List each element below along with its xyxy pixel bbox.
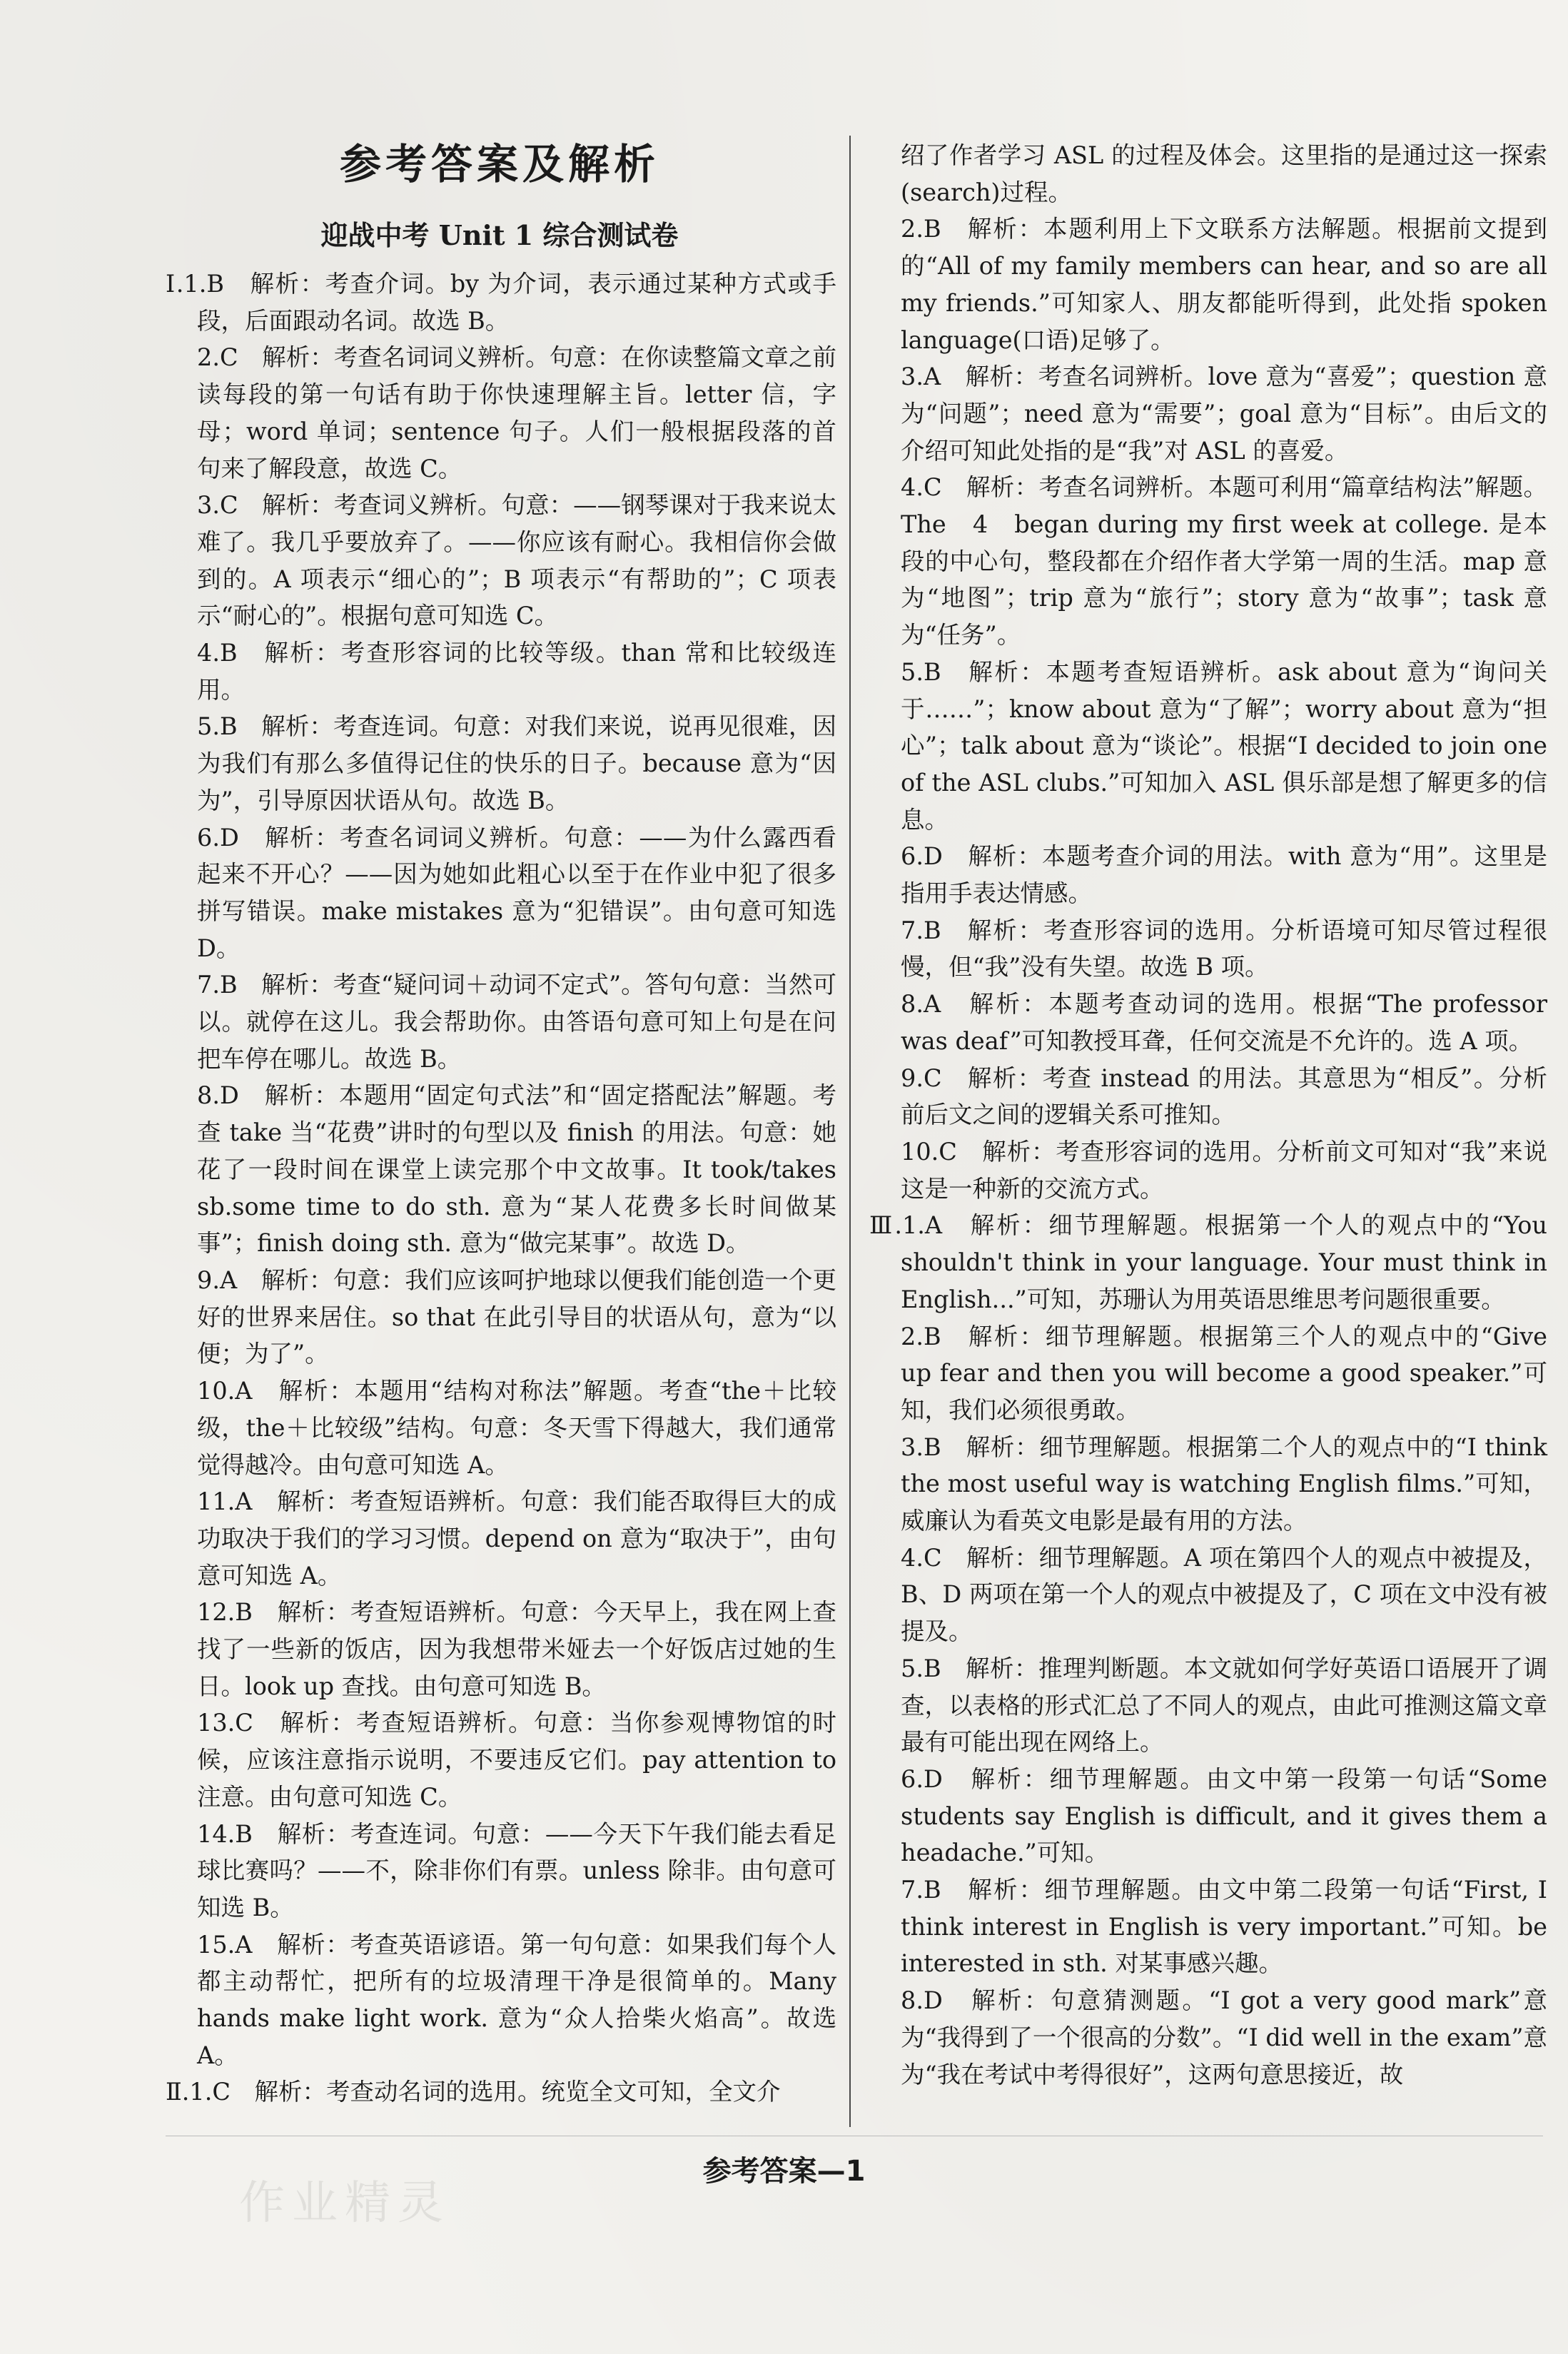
answer-item: 4.B 解析：考查形容词的比较等级。than 常和比较级连用。 — [197, 639, 836, 704]
answer-item: Ⅱ.1.C 解析：考查动名词的选用。统览全文可知，全文介 — [166, 2078, 781, 2106]
answer-item: 2.C 解析：考查名词词义辨析。句意：在你读整篇文章之前读每段的第一句话有助于你快速理解主旨。letter 信，字母；word 单词；sentence 句子。人们一般根据段落的首句来了解段意，故选 C。 — [197, 343, 836, 483]
answer-item: 8.D 解析：句意猜测题。“I got a very good mark”意为“我得到了一个很高的分数”。“I did well in the exam”意为“我在考试中考得很好”，这两句意思接近，故 — [901, 1986, 1547, 2088]
answer-item: 9.A 解析：句意：我们应该呵护地球以便我们能创造一个更好的世界来居住。so that 在此引导目的状语从句，意为“以便；为了”。 — [197, 1266, 836, 1368]
answer-item: 9.C 解析：考查 instead 的用法。其意思为“相反”。分析前后文之间的逻辑关系可推知。 — [901, 1064, 1547, 1129]
answer-item: 4.C 解析：细节理解题。A 项在第四个人的观点中被提及，B、D 两项在第一个人的观点中被提及了，C 项在文中没有被提及。 — [901, 1543, 1547, 1646]
answer-item: 6.D 解析：本题考查介词的用法。with 意为“用”。这里是指用手表达情感。 — [901, 842, 1547, 908]
answer-item: 13.C 解析：考查短语辨析。句意：当你参观博物馆的时候，应该注意指示说明，不要违反它们。pay attention to 注意。由句意可知选 C。 — [197, 1709, 836, 1811]
answer-item: 8.A 解析：本题考查动词的选用。根据“The professor was deaf”可知教授耳聋，任何交流是不允许的。选 A 项。 — [901, 990, 1547, 1055]
answer-item: 2.B 解析：本题利用上下文联系方法解题。根据前文提到的“All of my family members can hear, and so are all my friends.”可知家人、朋友都能听得到，此处指 spoken language(口语)足够了。 — [901, 215, 1547, 354]
answer-item: 3.C 解析：考查词义辨析。句意：——钢琴课对于我来说太难了。我几乎要放弃了。——你应该有耐心。我相信你会做到的。A 项表示“细心的”；B 项表示“有帮助的”；C 项表示“耐心的”。根据句意可知选 C。 — [197, 491, 836, 630]
page-footer: 参考答案—1 — [702, 2155, 866, 2188]
answer-item: 10.C 解析：考查形容词的选用。分析前文可知对“我”来说这是一种新的交流方式。 — [901, 1137, 1547, 1203]
answer-item: 14.B 解析：考查连词。句意：——今天下午我们能去看足球比赛吗？——不，除非你们有票。unless 除非。由句意可知选 B。 — [197, 1819, 836, 1921]
answer-item: 3.B 解析：细节理解题。根据第二个人的观点中的“I think the most useful way is watching English films.”可知，威廉认为看英文电影是最有用的方法。 — [901, 1433, 1547, 1535]
answer-item: 4.C 解析：考查名词辨析。本题可利用“篇章结构法”解题。The 4 began during my first week at college. 是本段的中心句，整段都在介绍作者大学第一周的生活。map 意为“地图”；trip 意为“旅行”；story 意为“故事”；task 意为“任务”。 — [901, 473, 1547, 650]
answer-item: 7.B 解析：考查“疑问词＋动词不定式”。答句句意：当然可以。就停在这儿。我会帮助你。由答语句意可知上句是在问把车停在哪儿。故选 B。 — [197, 971, 836, 1073]
answer-item: 6.D 解析：细节理解题。由文中第一段第一句话“Some students say English is difficult, and it gives them a headache.”可知。 — [901, 1764, 1547, 1867]
answer-item: Ⅰ.1.B 解析：考查介词。by 为介词，表示通过某种方式或手段，后面跟动名词。故选 B。 — [166, 270, 836, 335]
answer-item: 3.A 解析：考查名词辨析。love 意为“喜爱”；question 意为“问题”；need 意为“需要”；goal 意为“目标”。由后文的介绍可知此处指的是“我”对 ASL 的喜爱。 — [901, 363, 1547, 465]
left-column — [166, 266, 836, 2111]
answer-item: 12.B 解析：考查短语辨析。句意：今天早上，我在网上查找了一些新的饭店，因为我想带米娅去一个好饭店过她的生日。look up 查找。由句意可知选 B。 — [197, 1598, 836, 1700]
answer-item: 5.B 解析：本题考查短语辨析。ask about 意为“询问关于……”；know about 意为“了解”；worry about 意为“担心”；talk about 意为“谈论”。根据“I decided to join one of the ASL clubs.”可知加入 ASL 俱乐部是想了解更多的信息。 — [901, 657, 1547, 834]
right-column — [869, 137, 1547, 2093]
page-subtitle: 迎战中考 Unit 1 综合测试卷 — [320, 219, 679, 251]
answer-item: 5.B 解析：考查连词。句意：对我们来说，说再见很难，因为我们有那么多值得记住的快乐的日子。because 意为“因为”，引导原因状语从句。故选 B。 — [197, 712, 836, 814]
answer-item: 5.B 解析：推理判断题。本文就如何学好英语口语展开了调查，以表格的形式汇总了不同人的观点，由此可推测这篇文章最有可能出现在网络上。 — [901, 1654, 1547, 1757]
answer-item: Ⅲ.1.A 解析：细节理解题。根据第一个人的观点中的“You shouldn't think in your language. Your must think in English...”可知，苏珊认为用英语思维思考问题很重要。 — [869, 1211, 1547, 1313]
answer-item: 6.D 解析：考查名词词义辨析。句意：——为什么露西看起来不开心？——因为她如此粗心以至于在作业中犯了很多拼写错误。make mistakes 意为“犯错误”。由句意可知选 D。 — [197, 823, 836, 962]
column-divider — [849, 136, 851, 2127]
answer-item: 15.A 解析：考查英语谚语。第一句句意：如果我们每个人都主动帮忙，把所有的垃圾清理干净是很简单的。Many hands make light work. 意为“众人拾柴火焰高”。故选 A。 — [197, 1930, 836, 2069]
page-title: 参考答案及解析 — [339, 140, 659, 188]
answer-item: 10.A 解析：本题用“结构对称法”解题。考查“the＋比较级，the＋比较级”结构。句意：冬天雪下得越大，我们通常觉得越冷。由句意可知选 A。 — [197, 1377, 836, 1479]
answer-item: 7.B 解析：考查形容词的选用。分析语境可知尽管过程很慢，但“我”没有失望。故选 B 项。 — [901, 916, 1547, 981]
answer-item: 2.B 解析：细节理解题。根据第三个人的观点中的“Give up fear and then you will become a good speaker.”可知，我们必须很勇敢。 — [901, 1322, 1547, 1424]
answer-item: 11.A 解析：考查短语辨析。句意：我们能否取得巨大的成功取决于我们的学习习惯。depend on 意为“取决于”，由句意可知选 A。 — [197, 1487, 836, 1590]
watermark-logo: 作业精灵 — [239, 2177, 450, 2230]
answer-item: 7.B 解析：细节理解题。由文中第二段第一句话“First, I think interest in English is very important.”可知。be interested in sth. 对某事感兴趣。 — [901, 1876, 1547, 1978]
answer-item: 绍了作者学习 ASL 的过程及体会。这里指的是通过这一探索(search)过程。 — [901, 141, 1547, 206]
answer-item: 8.D 解析：本题用“固定句式法”和“固定搭配法”解题。考查 take 当“花费”讲时的句型以及 finish 的用法。句意：她花了一段时间在课堂上读完那个中文故事。It took/takes sb.some time to do sth. 意为“某人花费多长时间做某事”；finish doing sth. 意为“做完某事”。故选 D。 — [197, 1081, 836, 1258]
